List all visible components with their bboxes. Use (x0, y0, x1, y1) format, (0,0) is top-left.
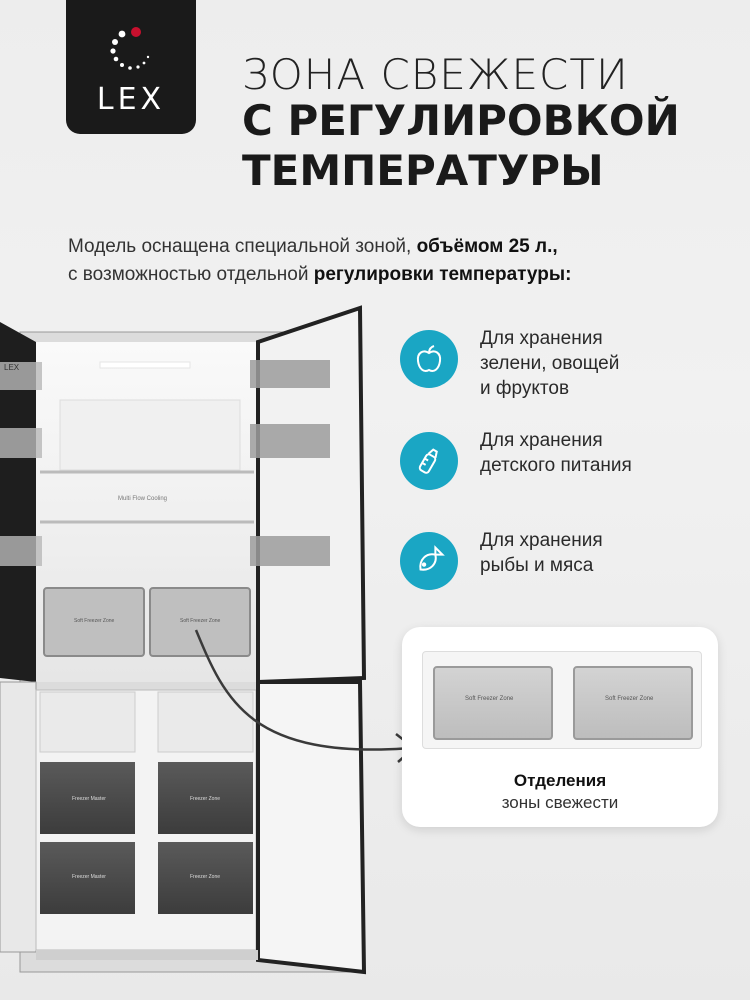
feature-line: Для хранения (480, 430, 603, 451)
drawer-tag: Soft Freezer Zone (465, 696, 514, 702)
feature-baby-food (400, 432, 730, 522)
feature-line: рыбы и мяса (480, 555, 594, 576)
feature-icon-circle (400, 432, 458, 490)
fridge-drawer-right-label: Soft Freezer Zone (180, 618, 221, 624)
drawer-tag: Soft Freezer Zone (605, 696, 654, 702)
callout-title: Отделения (513, 771, 607, 790)
feature-produce-label (480, 326, 619, 401)
fridge-drawer-left-label: Soft Freezer Zone (74, 618, 115, 624)
feature-fish-meat (400, 532, 730, 622)
callout-subtitle: зоны свежести (501, 793, 619, 812)
fridge-shelf-text: Multi Flow Cooling (118, 496, 168, 502)
freezer-label: Freezer Master (72, 796, 106, 802)
logo-text: LEX (96, 82, 166, 117)
feature-produce (400, 330, 730, 420)
feature-icon-circle (400, 330, 458, 388)
freezer-label: Freezer Zone (190, 796, 221, 802)
fresh-zone-drawers-image (422, 651, 702, 749)
fresh-zone-drawer-right (573, 666, 693, 740)
description-line1-plain: Модель оснащена специальной зоной, (68, 236, 417, 257)
feature-line: Для хранения (480, 328, 603, 349)
page-title-line2: С РЕГУЛИРОВКОЙ (242, 96, 680, 145)
baby-bottle-icon (413, 445, 445, 477)
freezer-label: Freezer Master (72, 874, 106, 880)
description-line2-bold: регулировки температуры: (313, 264, 572, 285)
feature-icon-circle (400, 532, 458, 590)
feature-fish-meat-label (480, 528, 603, 578)
feature-line: Для хранения (480, 530, 603, 551)
feature-line: зелени, овощей (480, 353, 620, 374)
fridge-door-logo: LEX (4, 363, 20, 372)
fresh-zone-drawer-left (433, 666, 553, 740)
feature-baby-food-label (480, 428, 632, 478)
feature-line: детского питания (480, 455, 632, 476)
freezer-label: Freezer Zone (190, 874, 221, 880)
fish-icon (413, 545, 445, 577)
page-title-line3: ТЕМПЕРАТУРЫ (242, 146, 604, 195)
fresh-zone-callout (402, 627, 718, 827)
description-line1-bold: объёмом 25 л., (416, 236, 558, 257)
description-line2-plain: с возможностью отдельной (68, 264, 314, 285)
feature-line: и фруктов (480, 378, 570, 399)
page-title-line1: ЗОНА СВЕЖЕСТИ (242, 50, 629, 99)
apple-icon (413, 343, 445, 375)
